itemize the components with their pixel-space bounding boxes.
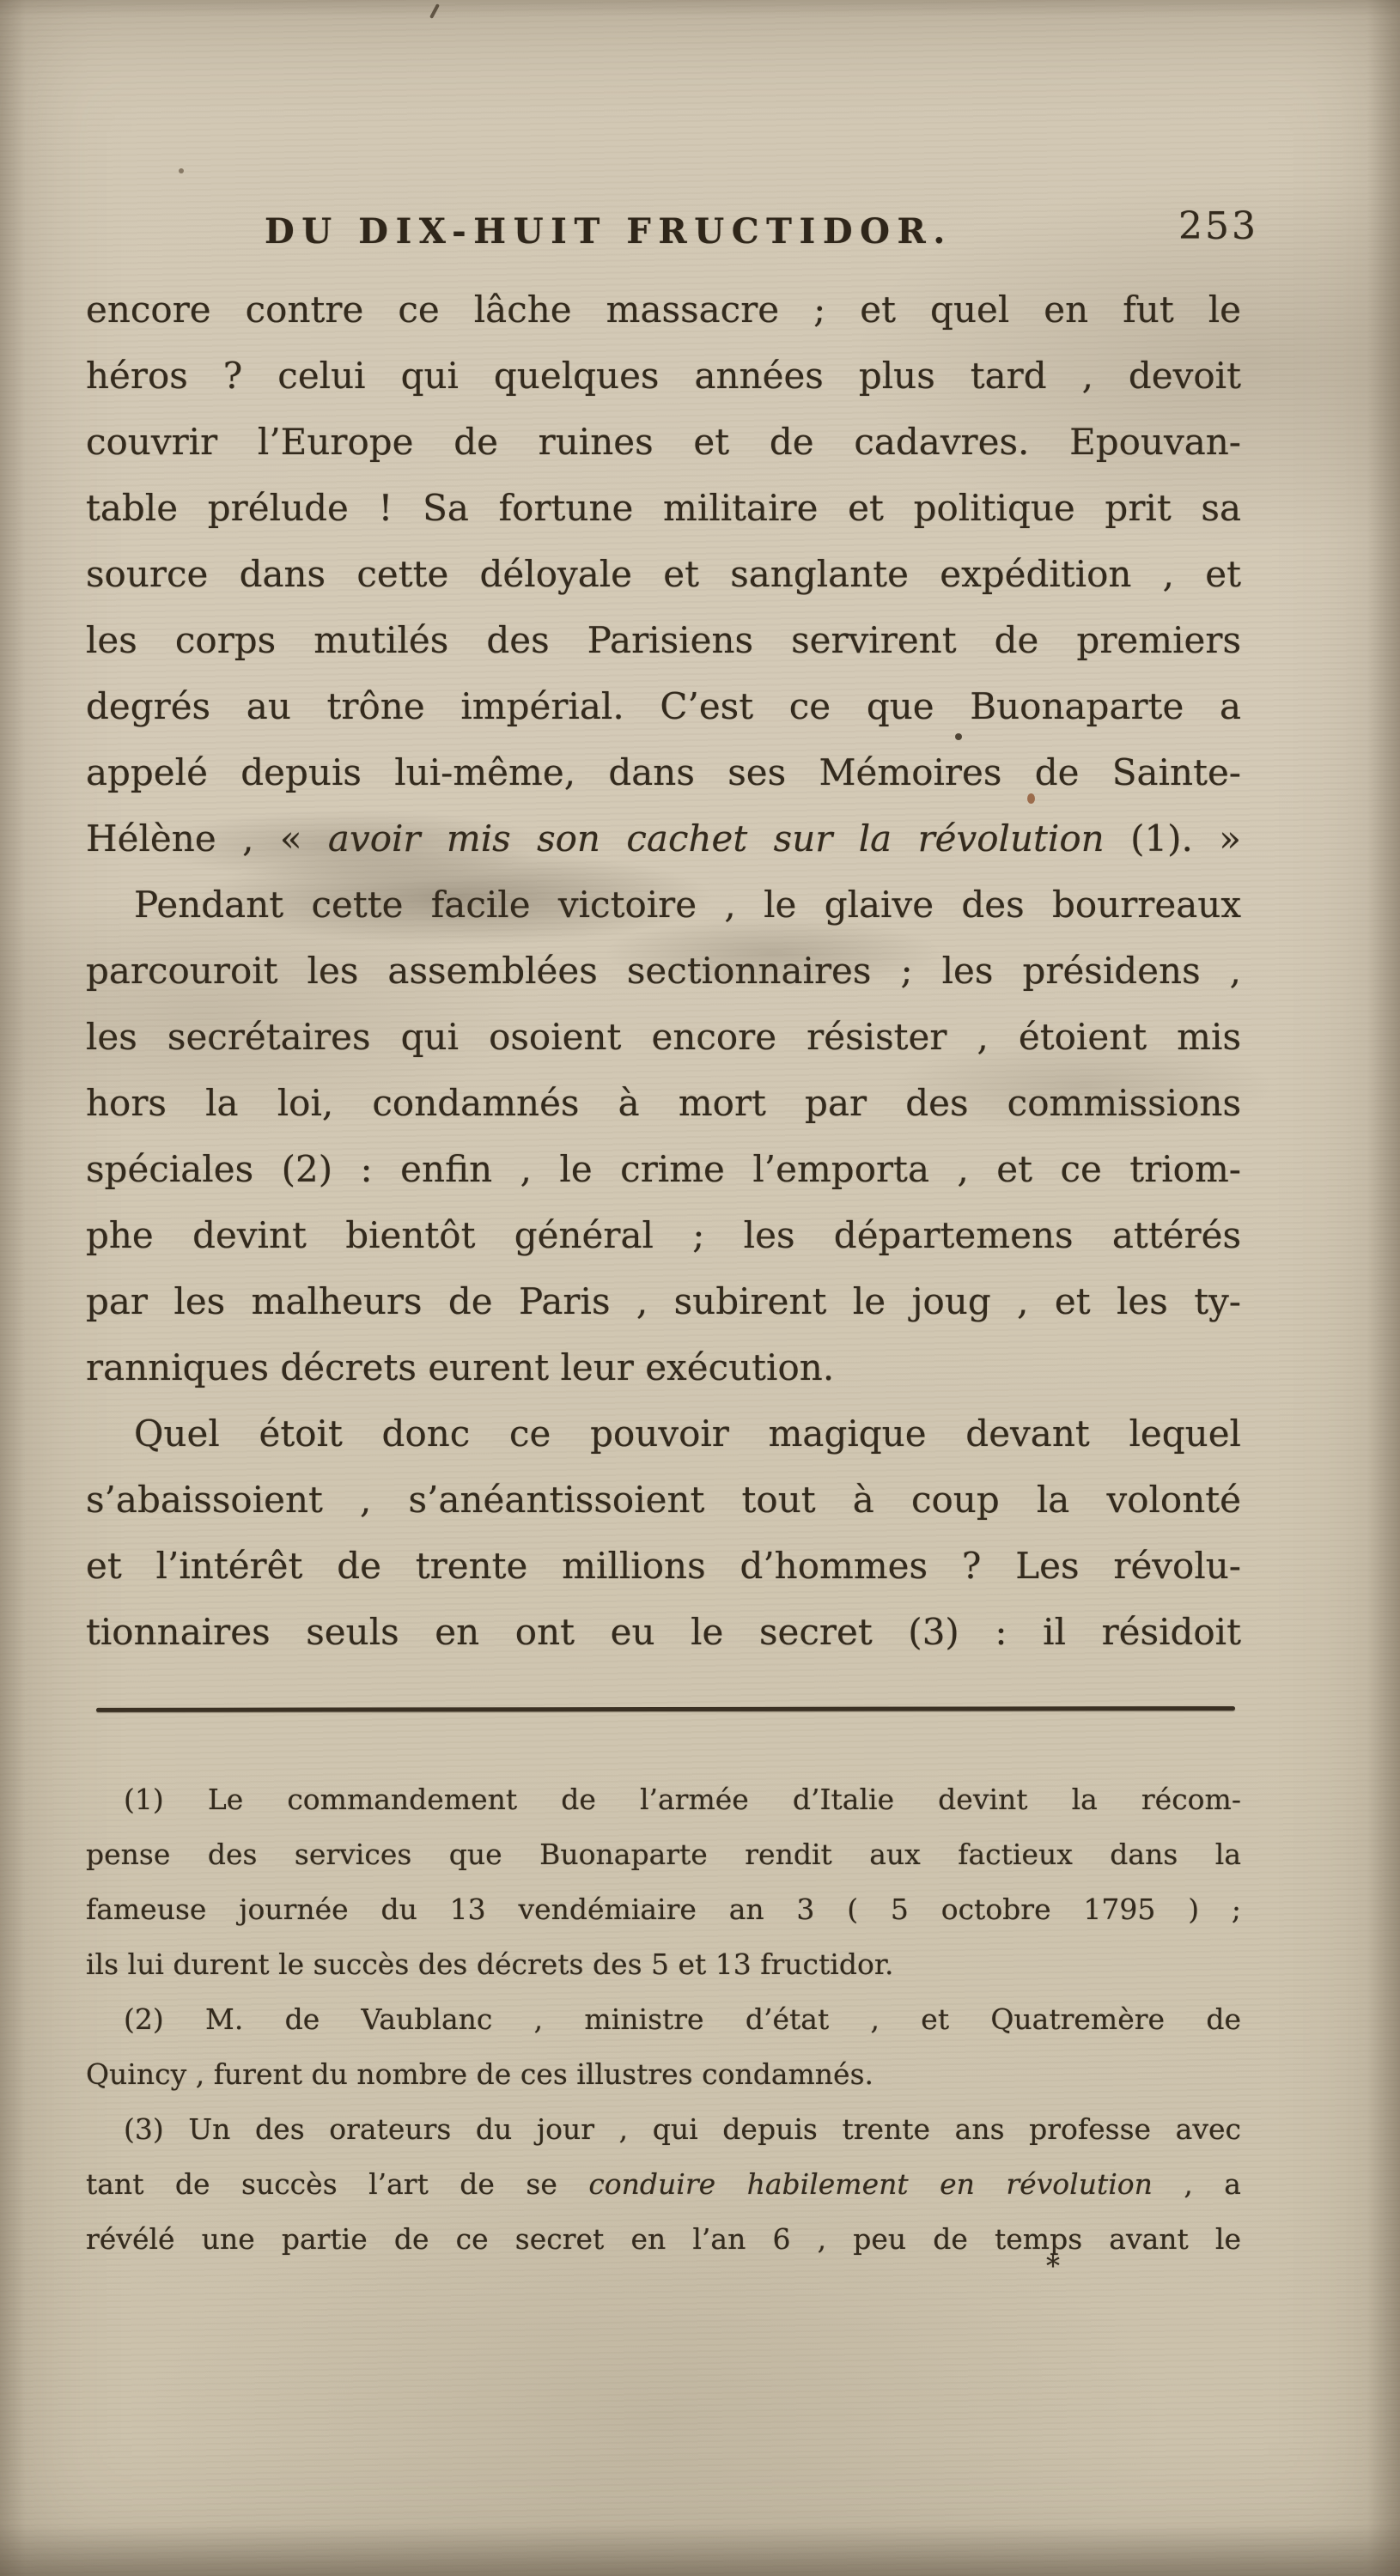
text-segment: phe devint bientôt général ; les départemens attérés	[86, 1214, 1241, 1256]
signature-mark: *	[1046, 2250, 1060, 2282]
text-segment: , a	[1152, 2167, 1241, 2201]
text-segment: révélé une partie de ce secret en l’an 6 , peu de temps avant le	[86, 2222, 1241, 2256]
text-segment: encore contre ce lâche massacre ; et quel en fut le	[86, 289, 1241, 331]
text-line	[86, 1400, 1241, 1467]
text-line	[86, 1467, 1241, 1533]
text-line	[86, 276, 1241, 343]
text-line	[86, 739, 1241, 805]
text-segment: spéciales (2) : enfin , le crime l’emporta , et ce triom-	[86, 1148, 1241, 1190]
italic-text-segment: conduire habilement en révolution	[588, 2167, 1153, 2201]
text-line	[86, 409, 1241, 475]
text-line	[86, 1937, 1241, 1992]
text-segment: (1). »	[1104, 817, 1242, 860]
ink-speck	[955, 733, 962, 740]
footnotes	[86, 1772, 1241, 2267]
text-segment: fameuse journée du 13 vendémiaire an 3 ( 5 octobre 1795 ) ;	[86, 1893, 1241, 1926]
text-line	[86, 1004, 1241, 1070]
text-line	[86, 1070, 1241, 1136]
text-line	[86, 2212, 1241, 2267]
text-segment: (1) Le commandement de l’armée d’Italie devint la récom-	[124, 1783, 1241, 1816]
text-segment: degrés au trône impérial. C’est ce que Buonaparte a	[86, 685, 1241, 727]
text-segment: pense des services que Buonaparte rendit aux factieux dans la	[86, 1838, 1241, 1871]
text-segment: Quel étoit donc ce pouvoir magique devant lequel	[134, 1413, 1241, 1455]
text-segment: par les malheurs de Paris , subirent le joug , et les ty-	[86, 1280, 1241, 1322]
text-line	[86, 673, 1241, 739]
text-line	[86, 1599, 1241, 1665]
running-header-title: DU DIX-HUIT FRUCTIDOR.	[265, 211, 953, 252]
text-line	[86, 2157, 1241, 2212]
text-segment: tant de succès l’art de se	[86, 2167, 589, 2201]
footnote-separator	[96, 1706, 1235, 1712]
text-line	[86, 607, 1241, 673]
text-line	[86, 938, 1241, 1004]
body-text	[86, 276, 1241, 1665]
text-segment: hors la loi, condamnés à mort par des commissions	[86, 1082, 1241, 1124]
text-line	[86, 1882, 1241, 1937]
text-segment: ranniques décrets eurent leur exécution.	[86, 1346, 835, 1388]
text-line	[86, 805, 1241, 872]
text-line	[86, 1268, 1241, 1334]
text-line	[86, 541, 1241, 607]
text-line	[86, 872, 1241, 938]
text-segment: (3) Un des orateurs du jour , qui depuis trente ans professe avec	[124, 2112, 1241, 2146]
text-line	[86, 1202, 1241, 1268]
text-line	[86, 2102, 1241, 2157]
text-line	[86, 1827, 1241, 1882]
text-segment: Hélène , «	[86, 817, 328, 860]
text-segment: les secrétaires qui osoient encore résister , étoient mis	[86, 1016, 1241, 1058]
text-segment: Pendant cette facile victoire , le glaive des bourreaux	[134, 884, 1241, 926]
text-line	[86, 1334, 1241, 1400]
text-segment: table prélude ! Sa fortune militaire et politique prit sa	[86, 487, 1241, 529]
italic-text-segment: avoir mis son cachet sur la révolution	[327, 817, 1105, 860]
text-line	[86, 1772, 1241, 1827]
ink-speck	[429, 3, 440, 19]
page-number: 253	[1178, 204, 1258, 248]
text-segment: (2) M. de Vaublanc , ministre d’état , et Quatremère de	[124, 2002, 1241, 2036]
text-line	[86, 343, 1241, 409]
ink-speck	[179, 168, 184, 173]
text-segment: parcouroit les assemblées sectionnaires ; les présidens ,	[86, 950, 1241, 992]
text-segment: et l’intérêt de trente millions d’hommes ? Les révolu-	[86, 1545, 1241, 1587]
text-segment: source dans cette déloyale et sanglante expédition , et	[86, 553, 1241, 595]
text-line	[86, 1992, 1241, 2047]
text-segment: héros ? celui qui quelques années plus tard , devoit	[86, 355, 1241, 397]
text-segment: appelé depuis lui-même, dans ses Mémoires de Sainte-	[86, 751, 1241, 793]
text-line	[86, 475, 1241, 541]
text-segment: s’abaissoient , s’anéantissoient tout à coup la volonté	[86, 1479, 1241, 1521]
text-line	[86, 2047, 1241, 2102]
text-line	[86, 1136, 1241, 1202]
text-segment: couvrir l’Europe de ruines et de cadavres. Epouvan-	[86, 421, 1241, 463]
text-segment: tionnaires seuls en ont eu le secret (3) : il résidoit	[86, 1611, 1241, 1653]
text-segment: les corps mutilés des Parisiens servirent de premiers	[86, 619, 1241, 661]
text-segment: Quincy , furent du nombre de ces illustres condamnés.	[86, 2057, 874, 2091]
text-segment: ils lui durent le succès des décrets des 5 et 13 fructidor.	[86, 1947, 894, 1981]
ink-speck	[1027, 793, 1035, 804]
text-line	[86, 1533, 1241, 1599]
